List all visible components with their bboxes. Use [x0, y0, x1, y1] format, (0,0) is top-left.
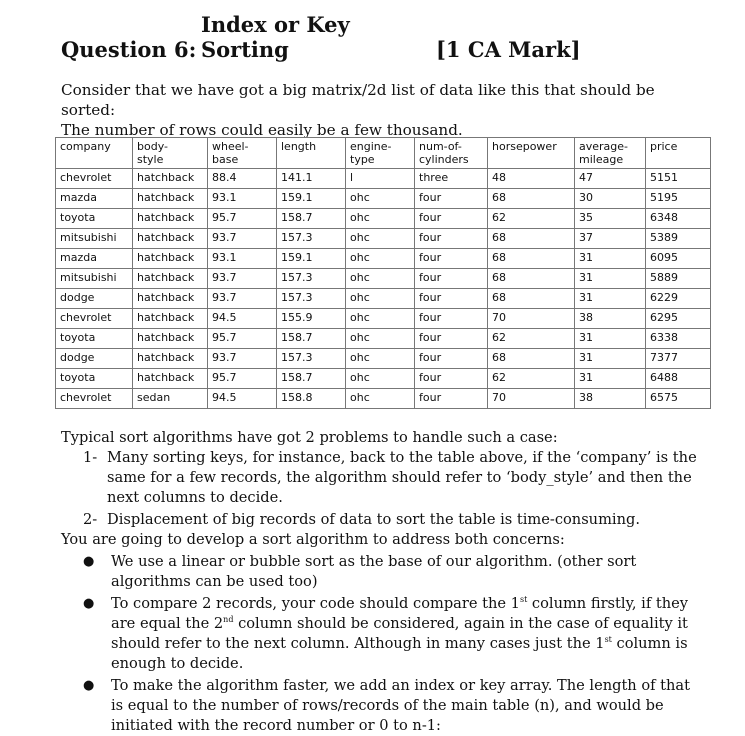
table-cell: hatchback [133, 269, 208, 289]
table-cell: 68 [488, 349, 575, 369]
table-cell: 158.7 [277, 369, 346, 389]
table-cell: 6095 [646, 249, 711, 269]
table-cell: 70 [488, 389, 575, 409]
table-cell: 62 [488, 369, 575, 389]
bullet-text: We use a linear or bubble sort as the base of our algorithm. (other sort algorithms can be used too) [111, 553, 637, 590]
table-cell: ohc [346, 369, 415, 389]
table-cell: four [415, 269, 488, 289]
table-cell: 68 [488, 289, 575, 309]
table-cell: 68 [488, 229, 575, 249]
table-cell: 30 [575, 189, 646, 209]
body-text [61, 428, 701, 736]
table-header-cell: num-of- cylinders [415, 138, 488, 169]
table-cell: 38 [575, 309, 646, 329]
table-cell: 31 [575, 349, 646, 369]
table-cell: 31 [575, 329, 646, 349]
table-row [56, 169, 711, 189]
table-cell: ohc [346, 389, 415, 409]
table-header-cell: engine- type [346, 138, 415, 169]
table-header-cell: average- mileage [575, 138, 646, 169]
table-header-cell: body- style [133, 138, 208, 169]
bullet-text: To make the algorithm faster, we add an index or key array. The length of that is equal to the number of rows/records of the main table (n), and would be initiated with the record number or 0 to n-1: [111, 677, 691, 734]
table-row [56, 249, 711, 269]
table-cell: 6348 [646, 209, 711, 229]
table-cell: ohc [346, 249, 415, 269]
question-mark: [1 CA Mark] [436, 37, 581, 62]
bullet-icon: ● [83, 554, 95, 569]
table-cell: hatchback [133, 349, 208, 369]
bullet-icon: ● [83, 678, 95, 693]
table-cell: 6295 [646, 309, 711, 329]
intro-paragraph [61, 80, 701, 140]
table-row [56, 209, 711, 229]
table-cell: mazda [56, 189, 133, 209]
table-cell: 95.7 [208, 369, 277, 389]
table-cell: ohc [346, 309, 415, 329]
table-cell: 93.7 [208, 349, 277, 369]
table-cell: 88.4 [208, 169, 277, 189]
table-cell: 38 [575, 389, 646, 409]
table-cell: 6229 [646, 289, 711, 309]
table-cell: 68 [488, 189, 575, 209]
table-header-cell: length [277, 138, 346, 169]
table-cell: 62 [488, 209, 575, 229]
table-cell: four [415, 289, 488, 309]
table-cell: mitsubishi [56, 269, 133, 289]
bullet-icon: ● [83, 596, 95, 611]
table-cell: ohc [346, 269, 415, 289]
table-header-row [56, 138, 711, 169]
table-cell: 93.7 [208, 229, 277, 249]
table-cell: four [415, 229, 488, 249]
table-row [56, 289, 711, 309]
table-cell: 6575 [646, 389, 711, 409]
table-row [56, 329, 711, 349]
question-title: Index or Key Sorting [201, 12, 350, 62]
table-cell: toyota [56, 329, 133, 349]
table-cell: toyota [56, 369, 133, 389]
table-cell: 5195 [646, 189, 711, 209]
problem-item [83, 448, 701, 508]
table-row [56, 189, 711, 209]
table-cell: 68 [488, 249, 575, 269]
table-cell: 94.5 [208, 309, 277, 329]
table-cell: mazda [56, 249, 133, 269]
problem-text: Many sorting keys, for instance, back to the table above, if the ‘company’ is the same for a few records, the algorithm should refer to ‘body_style’ and then the next columns to decide. [107, 449, 697, 506]
bullet-item [83, 594, 701, 674]
table-cell: 70 [488, 309, 575, 329]
table-cell: 94.5 [208, 389, 277, 409]
table-cell: hatchback [133, 189, 208, 209]
table-cell: four [415, 329, 488, 349]
table-cell: ohc [346, 209, 415, 229]
intro-line-2: The number of rows could easily be a few thousand. [61, 121, 463, 139]
table-cell: ohc [346, 189, 415, 209]
problems-intro: Typical sort algorithms have got 2 problems to handle such a case: [61, 429, 558, 446]
table-cell: 157.3 [277, 229, 346, 249]
table-cell: 68 [488, 269, 575, 289]
problem-item [83, 510, 701, 530]
table-cell: sedan [133, 389, 208, 409]
table-cell: 6488 [646, 369, 711, 389]
intro-line-1: Consider that we have got a big matrix/2d list of data like this that should be sorted: [61, 81, 655, 119]
table-cell: 93.1 [208, 249, 277, 269]
table-cell: 6338 [646, 329, 711, 349]
question-number: Question 6: [61, 37, 197, 62]
table-cell: l [346, 169, 415, 189]
table-cell: toyota [56, 209, 133, 229]
table-cell: four [415, 369, 488, 389]
table-cell: 155.9 [277, 309, 346, 329]
bullet-text: To compare 2 records, your code should compare the 1st column firstly, if they are equal the 2nd column should be considered, again in the case of equality it should refer to the next column. Although in many cases just the 1st column is enough to decide. [111, 595, 689, 672]
table-cell: 95.7 [208, 209, 277, 229]
table-cell: 141.1 [277, 169, 346, 189]
table-cell: ohc [346, 329, 415, 349]
table-cell: 62 [488, 329, 575, 349]
bullet-item [83, 676, 701, 736]
problem-text: Displacement of big records of data to sort the table is time-consuming. [107, 511, 640, 528]
table-row [56, 369, 711, 389]
table-cell: 47 [575, 169, 646, 189]
table-cell: ohc [346, 349, 415, 369]
table-header-cell: wheel- base [208, 138, 277, 169]
table-cell: 157.3 [277, 269, 346, 289]
table-row [56, 269, 711, 289]
table-cell: four [415, 349, 488, 369]
table-row [56, 309, 711, 329]
table-cell: 5389 [646, 229, 711, 249]
problem-marker: 1- [83, 449, 98, 466]
approach-intro: You are going to develop a sort algorithm to address both concerns: [61, 531, 565, 548]
table-cell: 5889 [646, 269, 711, 289]
table-cell: hatchback [133, 369, 208, 389]
problem-marker: 2- [83, 511, 98, 528]
table-cell: 7377 [646, 349, 711, 369]
bullet-item [83, 552, 701, 592]
table-cell: 37 [575, 229, 646, 249]
table-cell: chevrolet [56, 389, 133, 409]
table-cell: 31 [575, 289, 646, 309]
table-header-cell: price [646, 138, 711, 169]
table-row [56, 349, 711, 369]
table-cell: 157.3 [277, 349, 346, 369]
table-cell: four [415, 309, 488, 329]
table-cell: four [415, 249, 488, 269]
table-cell: hatchback [133, 309, 208, 329]
table-cell: hatchback [133, 249, 208, 269]
table-cell: four [415, 389, 488, 409]
table-cell: three [415, 169, 488, 189]
table-cell: 93.7 [208, 289, 277, 309]
table-cell: dodge [56, 349, 133, 369]
table-cell: chevrolet [56, 309, 133, 329]
table-cell: hatchback [133, 209, 208, 229]
table-cell: mitsubishi [56, 229, 133, 249]
table-cell: ohc [346, 289, 415, 309]
data-table [55, 137, 711, 409]
table-cell: 31 [575, 249, 646, 269]
table-cell: four [415, 209, 488, 229]
table-cell: 93.1 [208, 189, 277, 209]
table-cell: 158.8 [277, 389, 346, 409]
table-cell: 157.3 [277, 289, 346, 309]
table-cell: 159.1 [277, 189, 346, 209]
table-cell: 158.7 [277, 209, 346, 229]
table-cell: 31 [575, 269, 646, 289]
table-cell: hatchback [133, 229, 208, 249]
question-heading [61, 12, 581, 62]
table-cell: 158.7 [277, 329, 346, 349]
table-cell: ohc [346, 229, 415, 249]
table-cell: hatchback [133, 329, 208, 349]
table-cell: hatchback [133, 169, 208, 189]
table-cell: 31 [575, 369, 646, 389]
table-cell: 93.7 [208, 269, 277, 289]
table-cell: 35 [575, 209, 646, 229]
table-cell: 95.7 [208, 329, 277, 349]
table-cell: chevrolet [56, 169, 133, 189]
table-cell: dodge [56, 289, 133, 309]
table-cell: four [415, 189, 488, 209]
table-cell: 159.1 [277, 249, 346, 269]
table-header-cell: horsepower [488, 138, 575, 169]
table-cell: hatchback [133, 289, 208, 309]
table-cell: 48 [488, 169, 575, 189]
table-cell: 5151 [646, 169, 711, 189]
table-header-cell: company [56, 138, 133, 169]
table-row [56, 389, 711, 409]
table-row [56, 229, 711, 249]
